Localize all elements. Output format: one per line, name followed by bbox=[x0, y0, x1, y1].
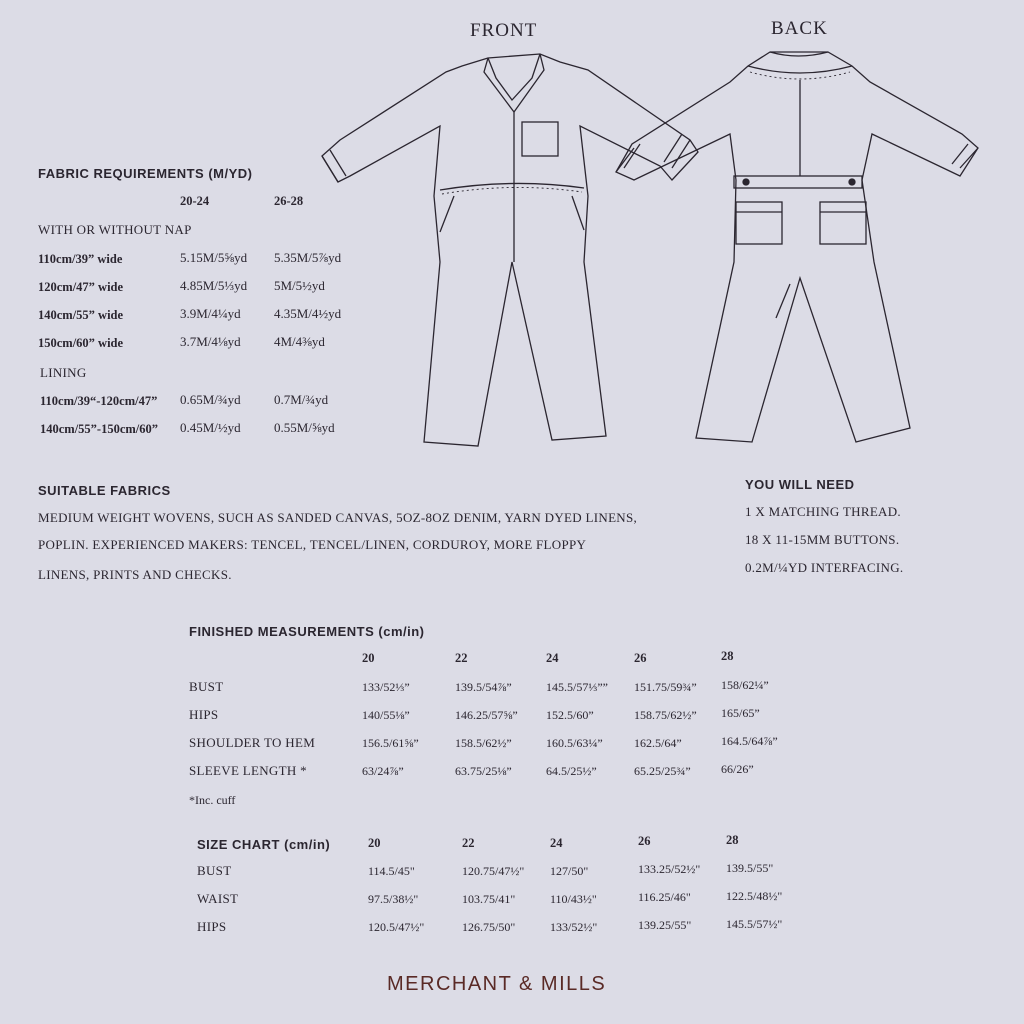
footnote: *Inc. cuff bbox=[189, 793, 236, 807]
size-header: 28 bbox=[726, 833, 739, 847]
size-chart-value: 139.5/55" bbox=[726, 861, 774, 875]
measurement-label: HIPS bbox=[189, 707, 219, 722]
you-will-need-heading: YOU WILL NEED bbox=[745, 477, 855, 492]
back-view-drawing bbox=[616, 52, 978, 442]
front-view-label: FRONT bbox=[470, 20, 538, 41]
lining-row-value: 0.45M/½yd bbox=[180, 420, 241, 435]
fabric-row-label: 120cm/47” wide bbox=[38, 280, 124, 294]
you-will-need-item: 18 X 11-15MM BUTTONS. bbox=[745, 532, 900, 547]
fabric-row-value: 5M/5½yd bbox=[274, 278, 325, 293]
size-header: 20 bbox=[362, 651, 375, 665]
size-chart-value: 120.5/47½" bbox=[368, 920, 425, 934]
size-header: 26 bbox=[634, 651, 647, 665]
size-chart-value: 116.25/46" bbox=[638, 890, 691, 904]
measurement-value: 160.5/63¼” bbox=[546, 736, 603, 750]
size-header: 24 bbox=[550, 836, 563, 850]
measurement-value: 66/26” bbox=[721, 762, 754, 776]
size-chart-value: 122.5/48½" bbox=[726, 889, 783, 903]
size-header: 24 bbox=[546, 651, 559, 665]
nap-label: WITH OR WITHOUT NAP bbox=[38, 222, 192, 237]
lining-row-label: 110cm/39“-120cm/47” bbox=[40, 394, 158, 408]
measurement-label: SLEEVE LENGTH * bbox=[189, 763, 307, 778]
you-will-need-item: 1 X MATCHING THREAD. bbox=[745, 504, 901, 519]
lining-row-value: 0.55M/⅝yd bbox=[274, 420, 335, 435]
size-chart-value: 110/43½" bbox=[550, 892, 597, 906]
size-header: 28 bbox=[721, 649, 734, 663]
measurement-value: 164.5/64⅞” bbox=[721, 734, 778, 748]
fabric-row-label: 110cm/39” wide bbox=[38, 252, 123, 266]
size-chart-value: 120.75/47½" bbox=[462, 864, 525, 878]
fabric-row-value: 4.35M/4½yd bbox=[274, 306, 342, 321]
measurement-value: 145.5/57⅓”” bbox=[546, 680, 608, 694]
size-chart-label: HIPS bbox=[197, 919, 227, 934]
size-header: 20 bbox=[368, 836, 381, 850]
size-chart-value: 139.25/55" bbox=[638, 918, 692, 932]
lining-row-value: 0.65M/¾yd bbox=[180, 392, 241, 407]
size-chart-value: 114.5/45" bbox=[368, 864, 415, 878]
suitable-fabrics-text: LINENS, PRINTS AND CHECKS. bbox=[38, 567, 232, 582]
measurement-value: 151.75/59¾” bbox=[634, 680, 697, 694]
measurement-value: 140/55⅛” bbox=[362, 708, 410, 722]
lining-row-label: 140cm/55”-150cm/60” bbox=[40, 422, 159, 436]
size-chart-value: 127/50" bbox=[550, 864, 589, 878]
measurement-value: 133/52⅓” bbox=[362, 680, 410, 694]
size-chart-value: 133.25/52½" bbox=[638, 862, 701, 876]
fabric-row-value: 3.9M/4¼yd bbox=[180, 306, 241, 321]
measurement-value: 158/62¼” bbox=[721, 678, 769, 692]
measurement-value: 152.5/60” bbox=[546, 708, 594, 722]
lining-row-value: 0.7M/¾yd bbox=[274, 392, 329, 407]
you-will-need-item: 0.2M/¼YD INTERFACING. bbox=[745, 560, 904, 575]
size-header: 26 bbox=[638, 834, 651, 848]
size-chart-value: 126.75/50" bbox=[462, 920, 516, 934]
fabric-row-value: 4M/4⅜yd bbox=[274, 334, 325, 349]
back-view-label: BACK bbox=[771, 18, 828, 39]
measurement-value: 63.75/25⅛” bbox=[455, 764, 512, 778]
measurement-value: 64.5/25½” bbox=[546, 764, 597, 778]
size-header: 22 bbox=[455, 651, 468, 665]
brand-logo: MERCHANT & MILLS bbox=[387, 973, 607, 995]
size-chart-label: WAIST bbox=[197, 891, 239, 906]
fabric-row-value: 4.85M/5⅓yd bbox=[180, 278, 248, 293]
size-chart-label: BUST bbox=[197, 863, 232, 878]
fabric-row-value: 3.7M/4⅛yd bbox=[180, 334, 241, 349]
size-chart-value: 103.75/41" bbox=[462, 892, 516, 906]
measurement-label: SHOULDER TO HEM bbox=[189, 735, 316, 750]
measurement-value: 162.5/64” bbox=[634, 736, 682, 750]
size-chart-heading: SIZE CHART (cm/in) bbox=[197, 837, 331, 852]
front-view-drawing bbox=[322, 54, 698, 446]
measurement-value: 139.5/54⅞” bbox=[455, 680, 512, 694]
col-header-20-24: 20-24 bbox=[180, 194, 210, 208]
finished-measurements-heading: FINISHED MEASUREMENTS (cm/in) bbox=[189, 624, 425, 639]
measurement-value: 158.5/62½” bbox=[455, 736, 512, 750]
fabric-row-value: 5.15M/5⅝yd bbox=[180, 250, 248, 265]
size-chart-value: 97.5/38½" bbox=[368, 892, 419, 906]
size-chart-value: 145.5/57½" bbox=[726, 917, 783, 931]
suitable-fabrics-heading: SUITABLE FABRICS bbox=[38, 483, 171, 498]
fabric-row-value: 5.35M/5⅞yd bbox=[274, 250, 342, 265]
measurement-label: BUST bbox=[189, 679, 224, 694]
measurement-value: 165/65” bbox=[721, 706, 760, 720]
measurement-value: 158.75/62½” bbox=[634, 708, 697, 722]
fabric-row-label: 140cm/55” wide bbox=[38, 308, 124, 322]
measurement-value: 63/24⅞” bbox=[362, 764, 404, 778]
suitable-fabrics-text: MEDIUM WEIGHT WOVENS, SUCH AS SANDED CANVAS, 5OZ-8OZ DENIM, YARN DYED LINENS, bbox=[38, 510, 638, 525]
col-header-26-28: 26-28 bbox=[274, 194, 304, 208]
measurement-value: 156.5/61⅝” bbox=[362, 736, 419, 750]
fabric-requirements-heading: FABRIC REQUIREMENTS (M/YD) bbox=[38, 166, 253, 181]
size-header: 22 bbox=[462, 836, 475, 850]
size-chart-value: 133/52½" bbox=[550, 920, 598, 934]
fabric-row-label: 150cm/60” wide bbox=[38, 336, 124, 350]
lining-label: LINING bbox=[40, 365, 87, 380]
suitable-fabrics-text: POPLIN. EXPERIENCED MAKERS: TENCEL, TENCEL/LINEN, CORDUROY, MORE FLOPPY bbox=[38, 537, 587, 552]
measurement-value: 146.25/57⅝” bbox=[455, 708, 518, 722]
measurement-value: 65.25/25¾” bbox=[634, 764, 691, 778]
